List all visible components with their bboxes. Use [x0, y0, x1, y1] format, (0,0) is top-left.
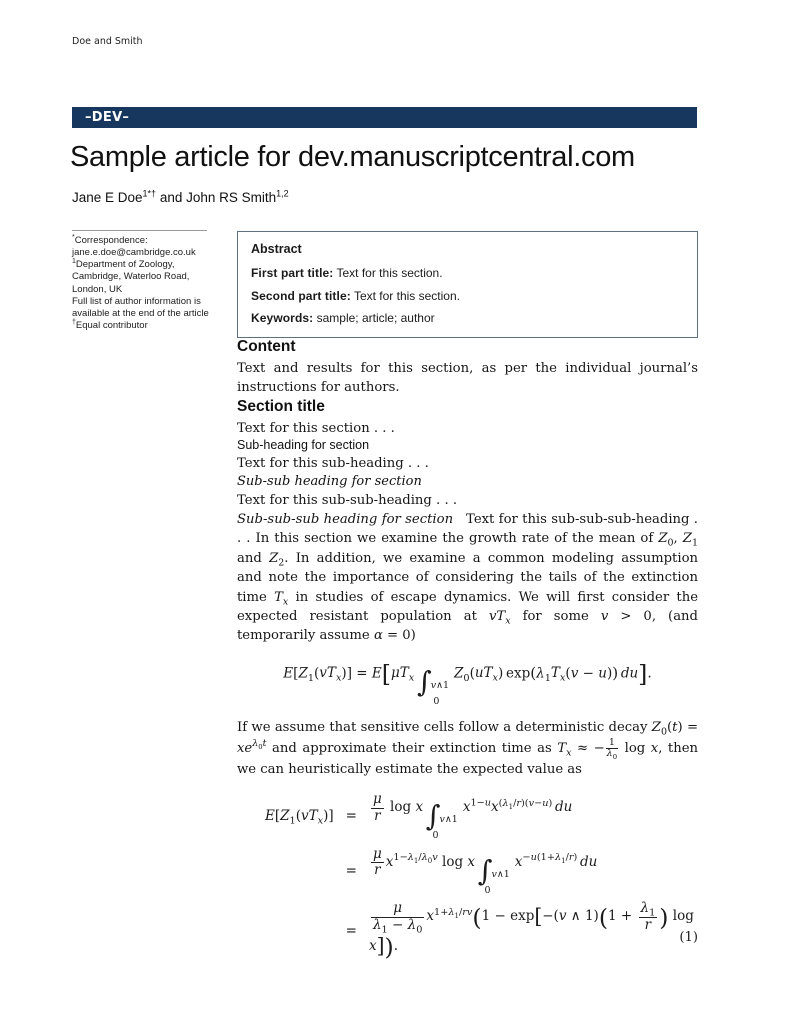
- equation-unnumbered: $E[Z_1(vT_x)] = E[\mu T_x$ ∫ v∧1 0 $Z_0(uT_x) \exp(\lambda_1T_x(v - u))$ du].: [283, 659, 652, 708]
- journal-banner: [72, 107, 697, 128]
- author-line: Jane E Doe$^{1*\dagger}$ and John RS Smith$^{1,2}$: [72, 188, 289, 205]
- sub-heading-paragraph: Text for this sub-heading . . .: [237, 456, 429, 472]
- abstract-box: [237, 231, 698, 338]
- correspondence-line: *Correspondence: jane.e.doe@cambridge.co.uk: [72, 233, 196, 259]
- equation-1: [237, 792, 698, 961]
- abstract-item-label: Keywords:: [251, 311, 314, 325]
- abstract-item: [251, 289, 684, 303]
- sub-heading: Sub-heading for section: [237, 438, 370, 453]
- equal-contributor-note: †Equal contributor: [72, 318, 148, 332]
- banner-label: –DEV–: [85, 110, 130, 125]
- affiliation-line: $^1$Department of Zoology, Cambridge, Waterloo Road, London, UK: [72, 258, 190, 295]
- eq-relation: =: [345, 923, 357, 940]
- abstract-item-label: First part title:: [251, 266, 334, 280]
- abstract-item-text: Text for this section.: [353, 288, 460, 303]
- section-paragraph: Text for this section . . .: [237, 420, 395, 436]
- sub-sub-sub-paragraph: Sub-sub-sub heading for section Text for this sub-sub-sub-heading . . . In this section we examine the growth rate of the mean of $Z_0$, $Z_1$ and $Z_2$. In addition, we examine a common modeling assumption and note the importance of considering the tails of the extinction time $T_x$ in studies of escape dynamics. We will first consider the expected resistant population at $vT_x$ for some v > 0, (and temporarily assume α = 0): [237, 512, 698, 644]
- eq-rhs: $\frac{\mu}{r}$ log x ∫ v∧1 0 $x^{1-u}x^{(\lambda_1/r)(v-u)}$ du: [372, 791, 573, 842]
- running-head: Doe and Smith: [72, 36, 143, 47]
- section-title-heading: Section title: [237, 397, 325, 415]
- abstract-heading: Abstract: [251, 242, 302, 256]
- abstract-item-text: Text for this section.: [336, 266, 443, 280]
- article-title: Sample article for dev.manuscriptcentral.com: [70, 141, 635, 173]
- decay-paragraph: If we assume that sensitive cells follow a deterministic decay $Z_0(t) = xe^{\lambda_0t}$ and approximate their extinction time as $T_x$ ≈ − $\frac{1}{\lambda_0}$ log x, then we can heuristically estimate the expected value as: [237, 719, 699, 777]
- author-info-note: Full list of author information is available at the end of the article: [72, 295, 209, 319]
- eq-rhs: $\frac{\mu}{r}$ $x^{1-\lambda_1/\lambda_0v}$ log x ∫ v∧1 0 $x^{-u(1+\lambda_1/r)}$ du: [372, 845, 598, 896]
- eq-relation: =: [345, 808, 357, 825]
- content-heading: Content: [237, 338, 296, 355]
- sidebar-rule: [72, 230, 207, 231]
- sub-sub-heading-paragraph: Text for this sub-sub-heading . . .: [237, 492, 458, 508]
- abstract-item: [251, 311, 684, 325]
- main-column: [237, 228, 698, 961]
- equation-number: (1): [679, 930, 698, 946]
- abstract-item-label: Second part title:: [251, 288, 351, 303]
- eq-relation: =: [345, 862, 357, 879]
- abstract-item-text: sample; article; author: [316, 311, 435, 325]
- correspondence-note: [72, 230, 210, 332]
- sub-sub-heading: Sub-sub heading for section: [237, 473, 422, 489]
- eq-lhs: $E[Z_1(vT_x)]$: [265, 808, 334, 827]
- eq-rhs: $\frac{\mu}{\lambda_1 - \lambda_0}$ $x^{1+\lambda_1/rv}(1 - \exp[-(v$ ∧ 1)(1 + $\frac{\lambda_1}{r}$ ) log x]).: [368, 900, 694, 962]
- abstract-item: [251, 266, 684, 280]
- content-paragraph: Text and results for this section, as per the individual journal’s instructions for authors.: [237, 361, 698, 396]
- equation-1-rows: [265, 792, 698, 961]
